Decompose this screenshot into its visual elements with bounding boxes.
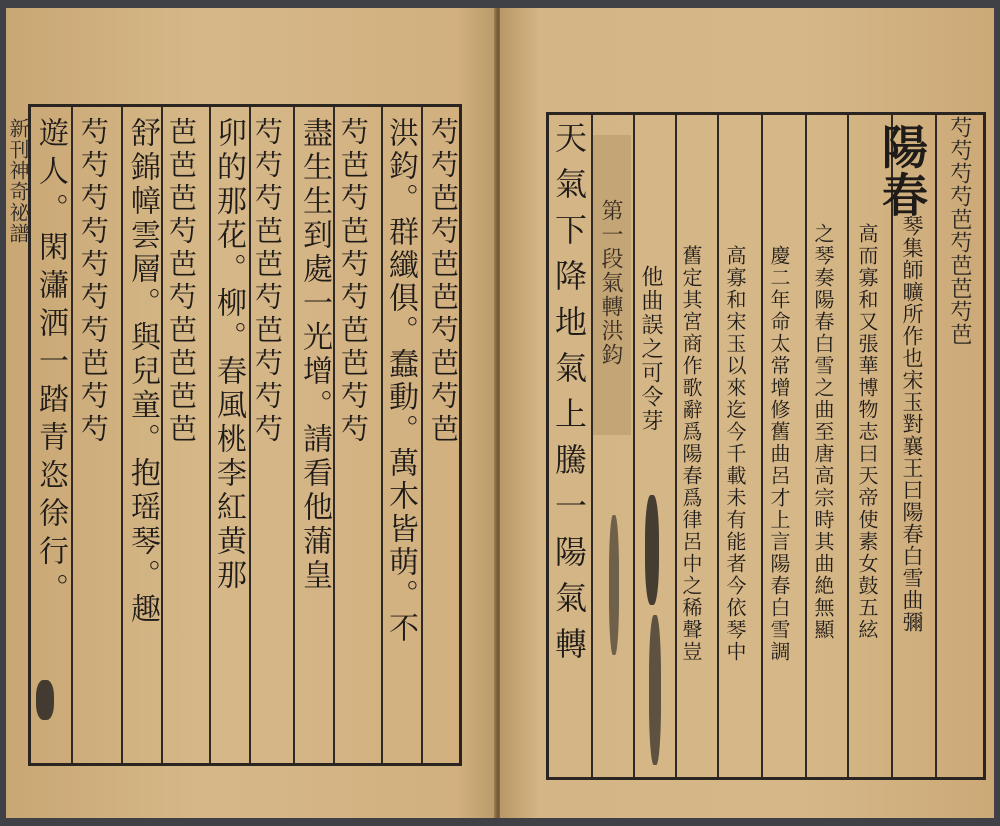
column-rule	[675, 115, 677, 777]
column-rule	[633, 115, 635, 777]
text-column: 卯的那花。柳。春風桃李紅黄那	[211, 117, 246, 593]
left-page-frame	[28, 104, 462, 766]
text-column: 舒錦幛雲層。與兒童。抱瑶琴。趣	[125, 117, 160, 627]
water-stain	[593, 135, 631, 435]
note-column: 高而寡和又張華博物志曰天帝使素女鼓五絃	[855, 223, 879, 641]
text-column: 芍芍芭芍芭芭芍芭芍芭	[427, 117, 460, 447]
column-rule	[121, 107, 123, 763]
column-rule	[805, 115, 807, 777]
note-column: 琴集師曠所作也宋玉對襄王曰陽春白雪曲彌	[900, 215, 924, 633]
column-rule	[421, 107, 423, 763]
piece-title: 陽春	[875, 123, 929, 219]
left-page	[6, 8, 496, 818]
subsection-note: 他曲誤之可令芽	[638, 265, 663, 433]
section-label: 第一段氣轉洪鈞	[598, 199, 623, 367]
ink-blot	[36, 680, 54, 720]
ink-blot	[649, 615, 661, 765]
text-column: 芭芭芭芍芭芍芭芭芭芭	[165, 117, 198, 447]
note-column: 高寡和宋玉以來迄今千載未有能者今依琴中	[723, 245, 747, 663]
column-rule	[935, 115, 937, 777]
right-page-header: 芍芍芍芍芭芍芭芭芍芭	[947, 116, 972, 346]
text-column: 盡生生到處一光增。請看他蒲皇	[297, 117, 332, 593]
note-column: 舊定其宮商作歌辭爲陽春爲律呂中之稀聲豈	[679, 245, 703, 663]
right-page	[500, 8, 994, 818]
tablature-column: 天氣下降地氣上騰一陽氣轉	[550, 121, 588, 673]
left-page-header: 新刊神奇祕譜	[6, 118, 30, 244]
note-column: 慶二年命太常增修舊曲呂才上言陽春白雪調	[767, 245, 791, 663]
open-book	[6, 8, 994, 818]
text-column: 芍芍芍芍芍芍芍芭芍芍	[77, 117, 110, 447]
right-page-frame	[546, 112, 986, 780]
column-rule	[71, 107, 73, 763]
column-rule	[761, 115, 763, 777]
column-rule	[717, 115, 719, 777]
text-column: 芍芍芍芭芭芍芭芍芍芍	[251, 117, 284, 447]
column-rule	[847, 115, 849, 777]
ink-blot	[609, 515, 619, 655]
column-rule	[161, 107, 163, 763]
text-column: 遊人。閑瀟洒一踏青恣徐行。	[33, 117, 68, 611]
text-column: 洪鈞。群纖俱。蠢動。萬木皆萌。不	[383, 117, 418, 645]
note-column: 之琴奏陽春白雪之曲至唐高宗時其曲絶無顯	[811, 223, 835, 641]
text-column: 芍芭芍芭芍芍芭芭芍芍	[337, 117, 370, 447]
column-rule	[333, 107, 335, 763]
column-rule	[293, 107, 295, 763]
ink-blot	[645, 495, 659, 605]
